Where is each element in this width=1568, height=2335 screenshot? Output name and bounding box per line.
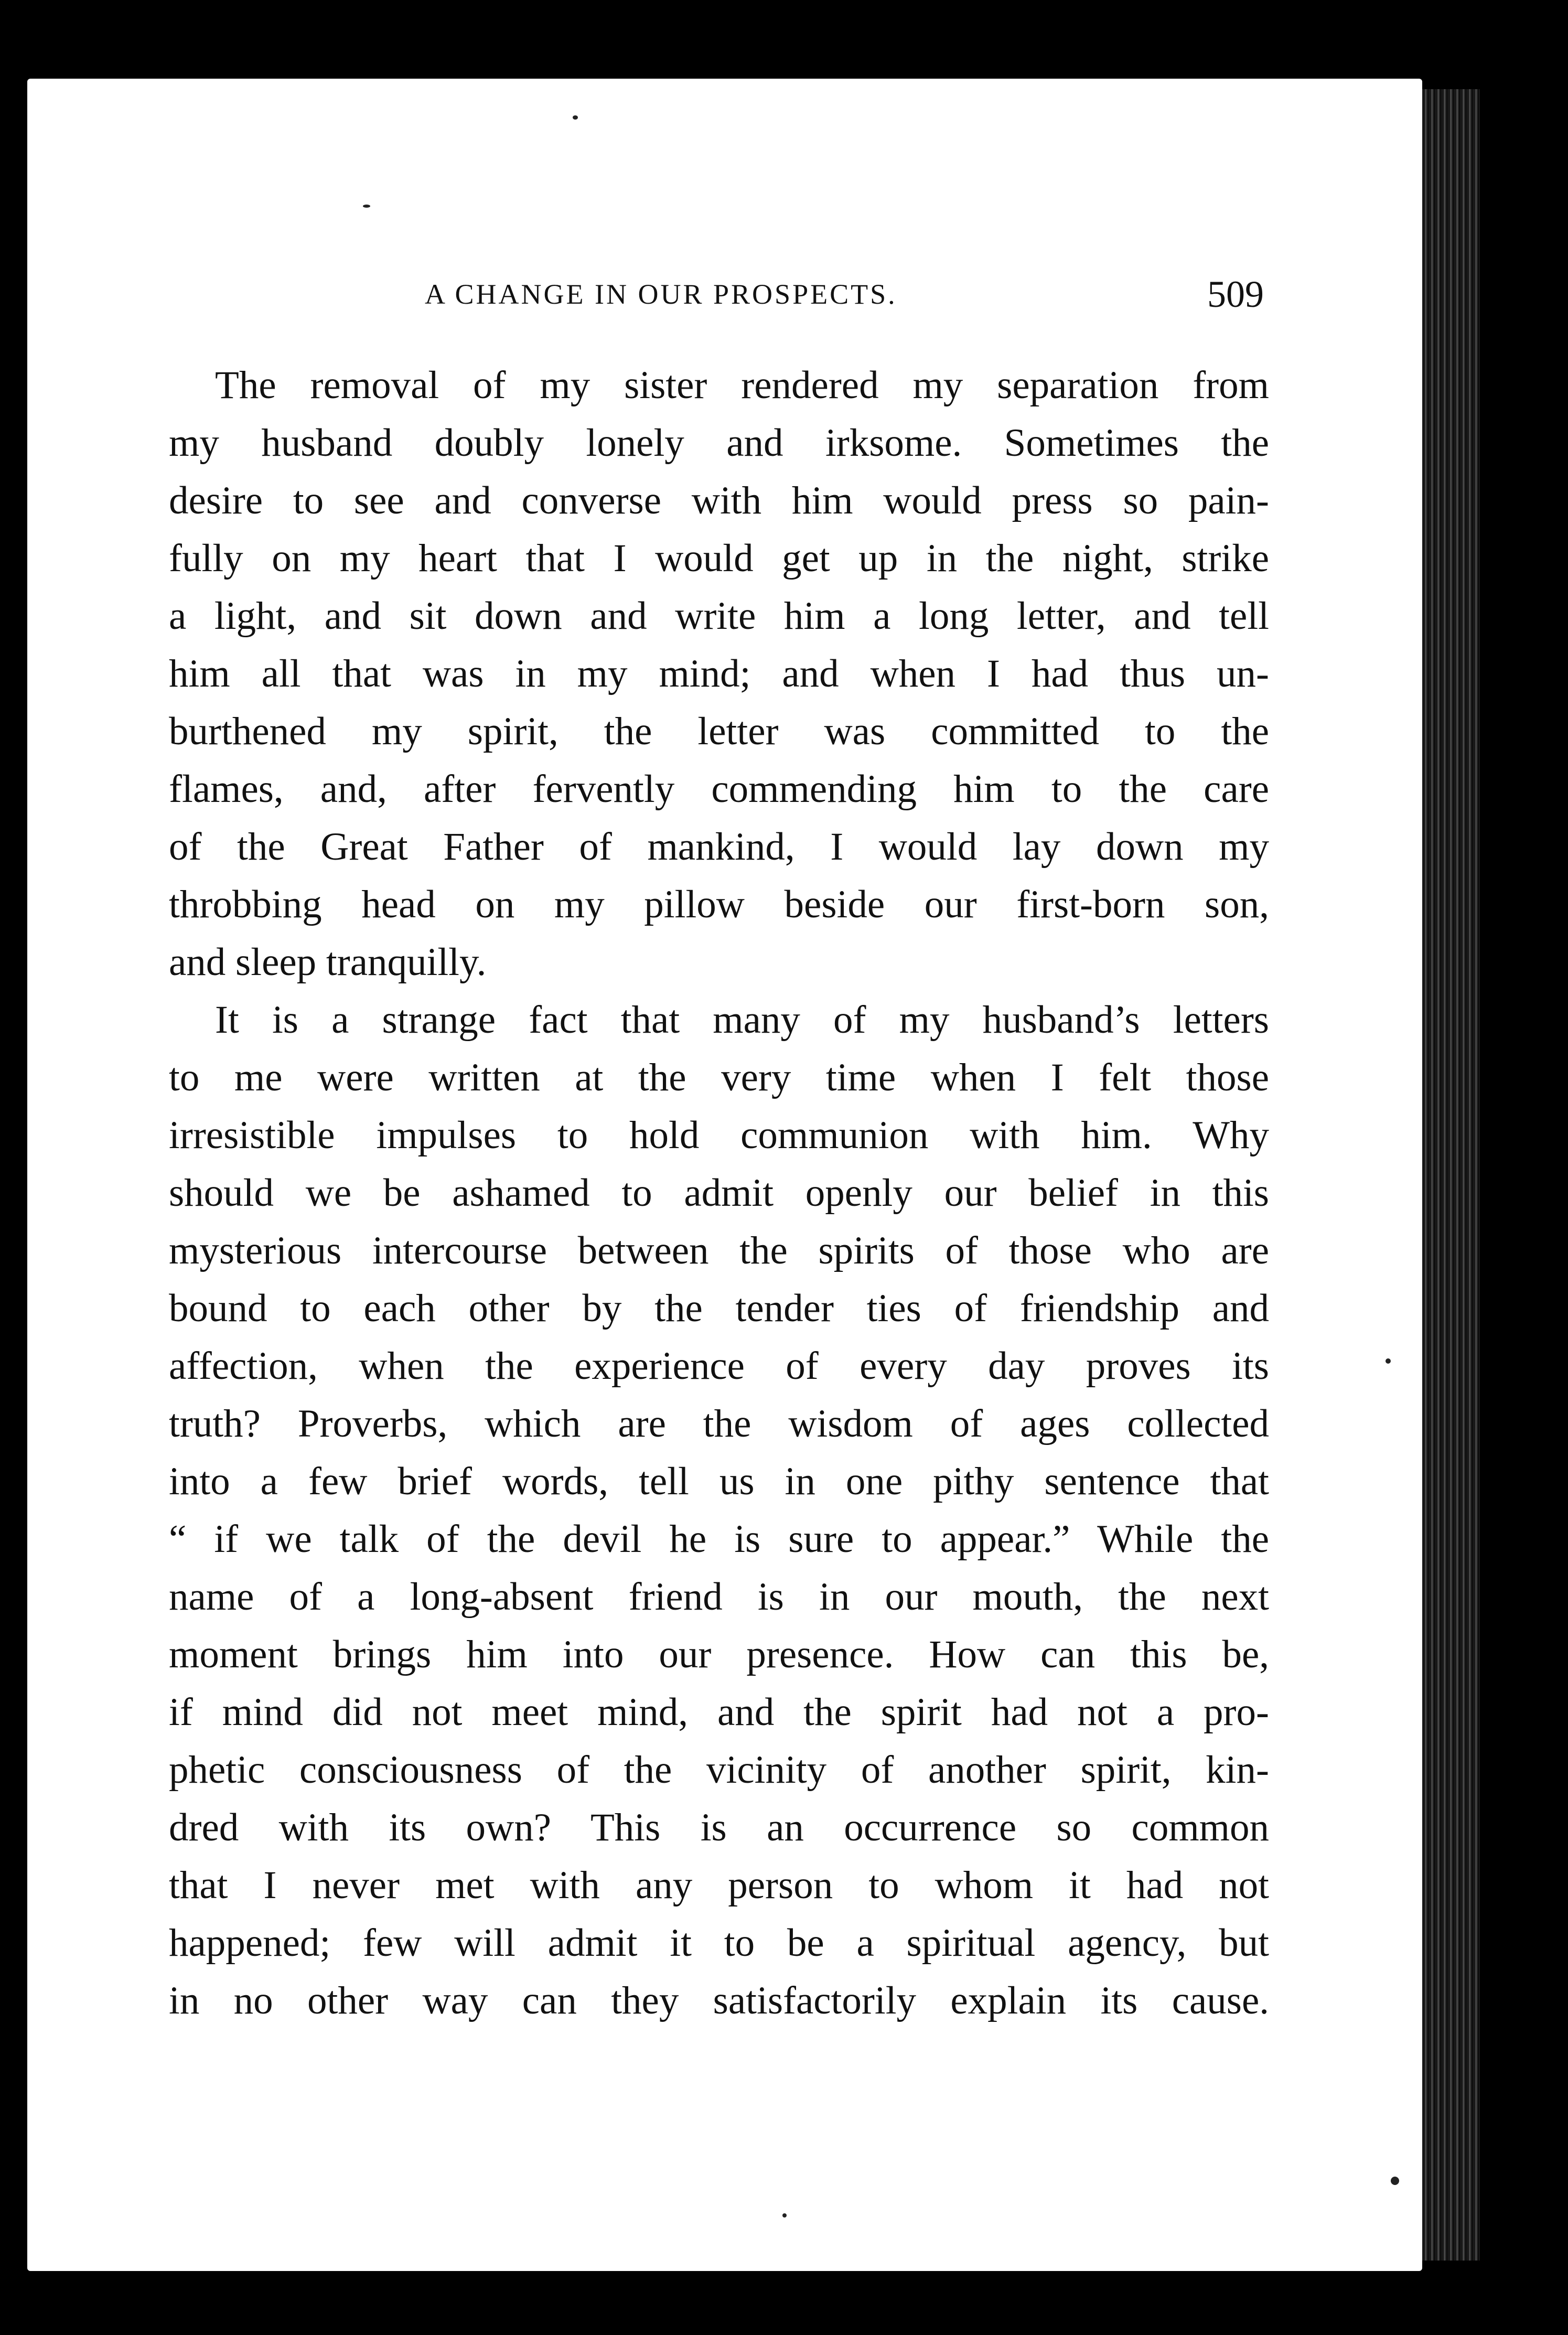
ink-speck xyxy=(573,115,578,120)
text-line: irresistible impulses to hold communion with him. Why xyxy=(169,1113,1269,1157)
ink-speck xyxy=(363,205,370,208)
text-line: bound to each other by the tender ties of friendship and xyxy=(169,1287,1269,1330)
text-line: should we be ashamed to admit openly our belief in this xyxy=(169,1171,1269,1215)
text-line: dred with its own? This is an occurrence so common xyxy=(169,1806,1269,1849)
text-line: my husband doubly lonely and irksome. Sometimes the xyxy=(169,421,1269,465)
text-line: and sleep tranquilly. xyxy=(169,940,487,984)
text-line: fully on my heart that I would get up in the night, strike xyxy=(169,537,1269,580)
running-header xyxy=(173,273,1264,320)
text-line: if mind did not meet mind, and the spirit had not a pro- xyxy=(169,1690,1269,1734)
page-number: 509 xyxy=(1207,273,1264,315)
ink-speck xyxy=(782,2213,787,2218)
text-line: of the Great Father of mankind, I would lay down my xyxy=(169,825,1269,869)
text-line: truth? Proverbs, which are the wisdom of ages collected xyxy=(169,1402,1269,1445)
paragraph-2 xyxy=(169,991,1269,2030)
text-line: in no other way can they satisfactorily explain its cause. xyxy=(169,1979,1269,2022)
page-edge-shadow xyxy=(1422,89,1480,2261)
text-line: into a few brief words, tell us in one pithy sentence that xyxy=(169,1460,1269,1503)
text-line: mysterious intercourse between the spirits of those who are xyxy=(169,1229,1269,1272)
text-line: burthened my spirit, the letter was committed to the xyxy=(169,710,1269,753)
text-line: flames, and, after fervently commending him to the care xyxy=(169,767,1269,811)
text-line: desire to see and converse with him would press so pain- xyxy=(169,479,1269,522)
body-text xyxy=(169,357,1269,2030)
text-line: name of a long-absent friend is in our mouth, the next xyxy=(169,1575,1269,1619)
text-line: him all that was in my mind; and when I had thus un- xyxy=(169,652,1269,695)
text-line: throbbing head on my pillow beside our first-born son, xyxy=(169,883,1269,926)
text-line: to me were written at the very time when I felt those xyxy=(169,1056,1269,1099)
text-line: The removal of my sister rendered my separation from xyxy=(215,363,1269,407)
running-title: A CHANGE IN OUR PROSPECTS. xyxy=(425,279,897,310)
ink-speck xyxy=(1386,1358,1391,1364)
ink-speck xyxy=(1391,2177,1399,2185)
text-line: It is a strange fact that many of my husband’s letters xyxy=(215,998,1269,1042)
text-line: happened; few will admit it to be a spiritual agency, but xyxy=(169,1921,1269,1965)
text-line: affection, when the experience of every day proves its xyxy=(169,1344,1269,1388)
text-line: moment brings him into our presence. How can this be, xyxy=(169,1633,1269,1676)
text-line: that I never met with any person to whom it had not xyxy=(169,1863,1269,1907)
text-line: phetic consciousness of the vicinity of another spirit, kin- xyxy=(169,1748,1269,1792)
paragraph-1 xyxy=(169,357,1269,991)
text-line: a light, and sit down and write him a long letter, and tell xyxy=(169,594,1269,638)
text-line: “ if we talk of the devil he is sure to appear.” While the xyxy=(169,1517,1269,1561)
